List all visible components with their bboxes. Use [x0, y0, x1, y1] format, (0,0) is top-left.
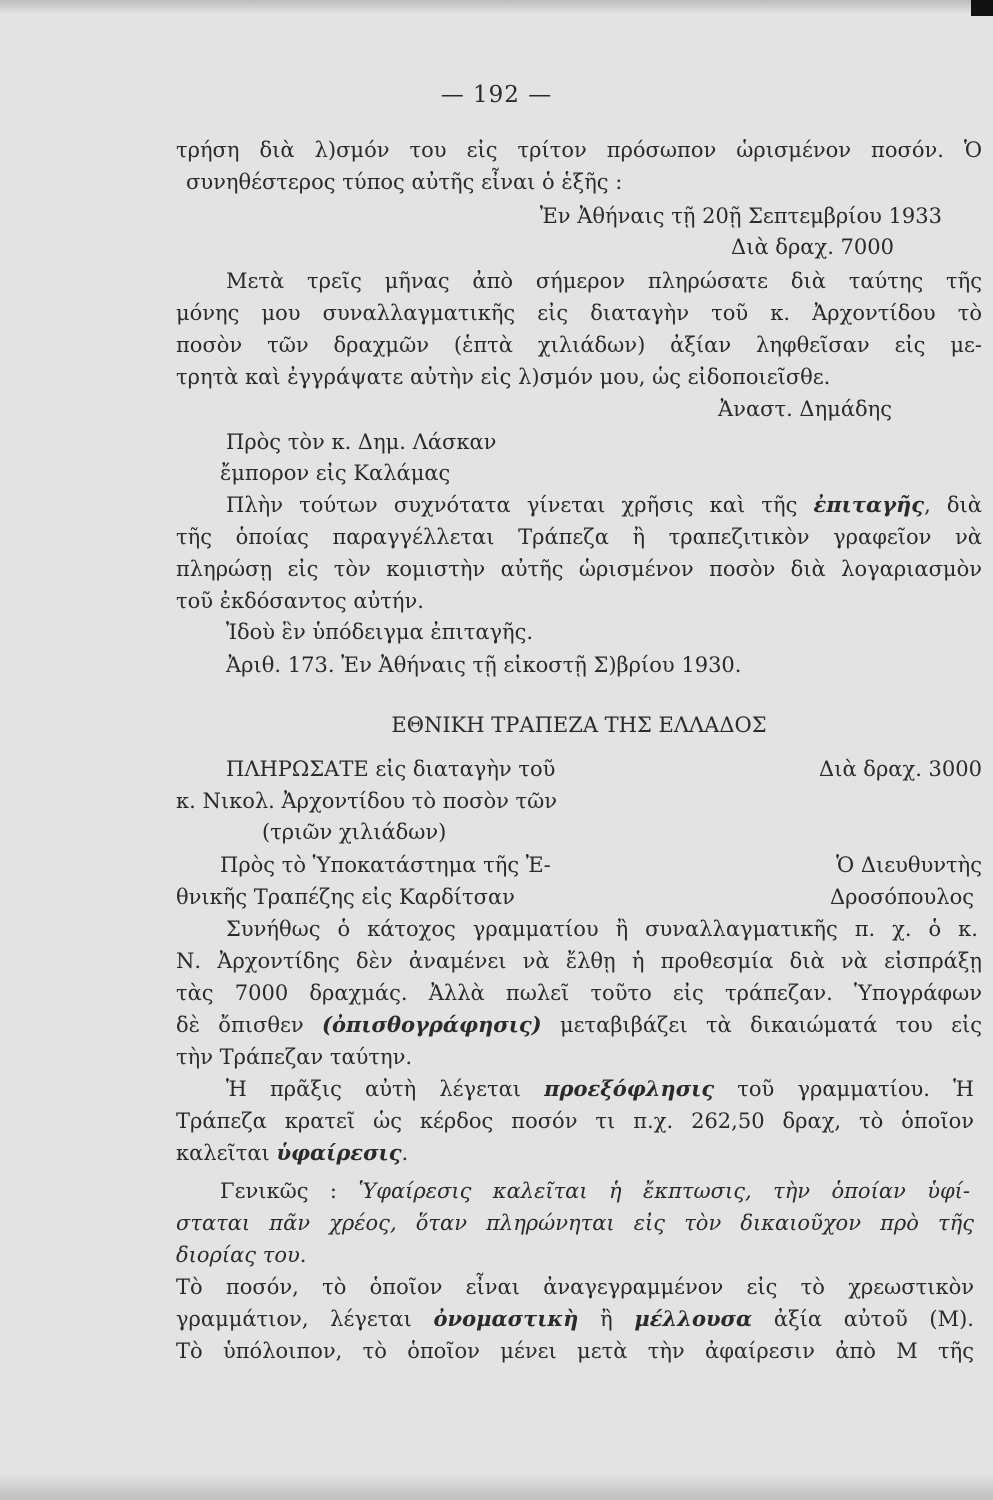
- cheque-director-name: Δροσόπουλος: [829, 885, 974, 909]
- text-line: Ἰδοὺ ἓν ὑπόδειγμα ἐπιταγῆς.: [226, 620, 534, 644]
- text-span: μεταβιβάζει τὰ δικαιώματά του εἰς: [560, 1013, 982, 1037]
- cheque-branch: Πρὸς τὸ Ὑποκατάστημα τῆς Ἐ-: [220, 853, 551, 877]
- text-span: τοῦ γραμματίου. Ἡ: [737, 1077, 974, 1101]
- text-line: τὰς 7000 δραχμάς. Ἀλλὰ πωλεῖ τοῦτο εἰς τράπεζαν. Ὑπογράφων: [176, 981, 982, 1005]
- text-line: τῆς ὁποίας παραγγέλλεται Τράπεζα ἢ τραπεζιτικὸν γραφεῖον νὰ: [176, 525, 982, 549]
- text-line: Τὸ ποσόν, τὸ ὁποῖον εἶναι ἀναγεγραμμένον εἰς τὸ χρεωστικὸν: [176, 1275, 974, 1299]
- text-span: γραμμάτιον, λέγεται: [176, 1307, 412, 1331]
- definition-text: Ὑφαίρεσις καλεῖται ἡ ἔκπτωσις, τὴν ὁποίαν ὑφί-: [358, 1179, 970, 1203]
- text-line: [226, 491, 982, 519]
- text-span: ἢ: [600, 1307, 613, 1331]
- text-line: πληρώσῃ εἰς τὸν κομιστὴν αὐτῆς ὡρισμένον ποσὸν διὰ λογαριασμὸν: [176, 557, 982, 581]
- bill-signature: Ἀναστ. Δημάδης: [718, 397, 892, 421]
- text-line: Ν. Ἀρχοντίδης δὲν ἀναμένει νὰ ἔλθῃ ἡ προθεσμία διὰ νὰ εἰσπράξῃ: [176, 949, 982, 973]
- addressee-line: Πρὸς τὸν κ. Δημ. Λάσκαν: [226, 430, 497, 454]
- definition-line: διορίας του.: [176, 1243, 307, 1267]
- text-span: δὲ ὄπισθεν: [176, 1013, 304, 1037]
- cheque-payee: κ. Νικολ. Ἀρχοντίδου τὸ ποσὸν τῶν: [176, 789, 558, 813]
- bill-amount: Διὰ δραχ. 7000: [731, 235, 894, 259]
- definition-line: [220, 1177, 970, 1205]
- cheque-branch: θνικῆς Τραπέζης εἰς Καρδίτσαν: [176, 885, 515, 909]
- text-line: [176, 1139, 408, 1167]
- scan-corner-mark: [971, 0, 993, 16]
- text-line: τὴν Τράπεζαν ταύτην.: [176, 1045, 413, 1069]
- term-onomastiki: ὀνομαστικὴ: [433, 1306, 579, 1331]
- text-line: συνηθέστερος τύπος αὐτῆς εἶναι ὁ ἑξῆς :: [186, 170, 623, 194]
- scan-top-edge: [0, 0, 993, 14]
- page-number: — 192 —: [440, 82, 553, 108]
- term-opisthografisis: (ὀπισθογράφησις): [322, 1012, 542, 1037]
- scan-bottom-edge: [0, 1474, 993, 1500]
- text-line: Τράπεζα κρατεῖ ὡς κέρδος ποσόν τι π.χ. 262,50 δραχ, τὸ ὁποῖον: [176, 1109, 974, 1133]
- text-span: Ἡ πρᾶξις αὐτὴ λέγεται: [226, 1077, 521, 1101]
- term-yfairesis: ὑφαίρεσις: [276, 1140, 402, 1165]
- text-span: ἀξία αὐτοῦ (Μ).: [773, 1307, 974, 1331]
- text-line: τρητὰ καὶ ἐγγράψατε αὐτὴν εἰς λ)σμόν μου, ὡς εἰδοποιεῖσθε.: [176, 365, 831, 389]
- bank-name: ΕΘΝΙΚΗ ΤΡΑΠΕΖΑ ΤΗΣ ΕΛΛΑΔΟΣ: [391, 713, 767, 737]
- bill-date: Ἐν Ἀθήναις τῇ 20ῇ Σεπτεμβρίου 1933: [539, 204, 942, 228]
- text-span: Γενικῶς :: [220, 1179, 337, 1203]
- text-line: Τὸ ὑπόλοιπον, τὸ ὁποῖον μένει μετὰ τὴν ἀφαίρεσιν ἀπὸ Μ τῆς: [176, 1339, 974, 1363]
- text-line: μόνης μου συναλλαγματικῆς εἰς διαταγὴν τοῦ κ. Ἀρχοντίδου τὸ: [176, 301, 982, 325]
- text-line: [176, 1011, 982, 1039]
- definition-line: σταται πᾶν χρέος, ὅταν πληρώνηται εἰς τὸν δικαιοῦχον πρὸ τῆς: [176, 1211, 974, 1235]
- text-span: καλεῖται: [176, 1141, 270, 1165]
- text-line: [176, 1305, 974, 1333]
- text-line: ποσὸν τῶν δραχμῶν (ἑπτὰ χιλιάδων) ἀξίαν ληφθεῖσαν εἰς με-: [176, 333, 982, 357]
- text-span: Πλὴν τούτων συχνότατα γίνεται χρῆσις καὶ τῆς: [226, 493, 798, 517]
- cheque-number-date: Ἀριθ. 173. Ἐν Ἀθήναις τῇ εἰκοστῇ Σ)βρίου 1930.: [226, 653, 742, 677]
- text-line: τρήση διὰ λ)σμόν του εἰς τρίτον πρόσωπον ὡρισμένον ποσόν. Ὁ: [176, 138, 982, 162]
- term-proexoflisis: προεξόφλησις: [544, 1076, 715, 1101]
- addressee-line: ἔμπορον εἰς Καλάμας: [220, 461, 451, 485]
- cheque-words: (τριῶν χιλιάδων): [262, 820, 447, 844]
- text-line: τοῦ ἐκδόσαντος αὐτήν.: [176, 589, 424, 613]
- text-span: .: [401, 1141, 409, 1165]
- term-mellousa: μέλλουσα: [634, 1306, 753, 1331]
- text-line: Μετὰ τρεῖς μῆνας ἀπὸ σήμερον πληρώσατε διὰ ταύτης τῆς: [226, 269, 982, 293]
- text-line: Συνήθως ὁ κάτοχος γραμματίου ἢ συναλλαγματικῆς π. χ. ὁ κ.: [226, 917, 978, 941]
- cheque-director-title: Ὁ Διευθυντὴς: [836, 853, 982, 877]
- text-line: [226, 1075, 974, 1103]
- cheque-order: ΠΛΗΡΩΣΑΤΕ εἰς διαταγὴν τοῦ: [226, 757, 556, 781]
- term-epitagi: ἐπιταγῆς: [813, 492, 925, 517]
- cheque-amount: Διὰ δραχ. 3000: [819, 757, 982, 781]
- text-span: , διὰ: [924, 493, 982, 517]
